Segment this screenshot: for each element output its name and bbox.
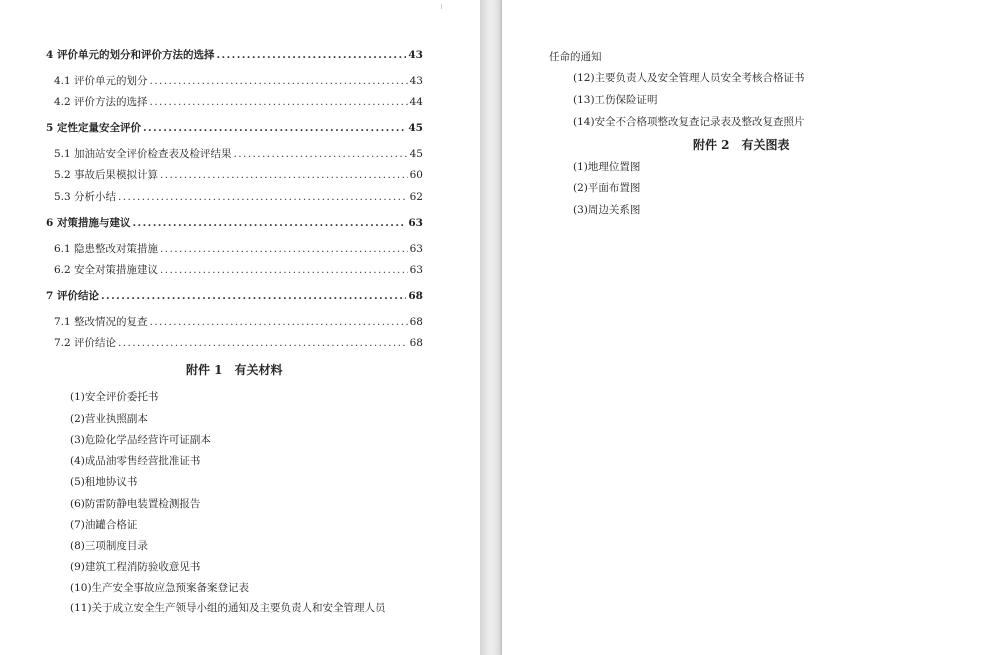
toc-page-number: 68: [409, 337, 423, 349]
appendix-1-item: (2)营业执照副本: [70, 413, 148, 425]
appendix-1-item: (14)安全不合格项整改复查记录表及整改复查照片: [573, 116, 805, 128]
toc-page-number: 63: [409, 243, 423, 255]
toc-entry-chapter-6[interactable]: [46, 216, 423, 230]
toc-label: 4.1 评价单元的划分: [54, 75, 148, 87]
toc-leader-dots: [118, 190, 408, 204]
appendix-2-item: (2)平面布置图: [573, 182, 641, 194]
toc-leader-dots: [150, 74, 408, 88]
toc-leader-dots: [143, 121, 406, 135]
toc-page-number: 45: [409, 148, 423, 160]
toc-label: 7.1 整改情况的复查: [54, 316, 148, 328]
toc-page-number: 68: [409, 316, 423, 328]
appendix-1-item: (11)关于成立安全生产领导小组的通知及主要负责人和安全管理人员: [70, 602, 386, 614]
toc-entry-7-1[interactable]: [54, 315, 423, 329]
toc-entry-4-1[interactable]: [54, 74, 423, 88]
toc-page-number: 63: [408, 217, 423, 229]
toc-leader-dots: [160, 242, 408, 256]
toc-label: 5.2 事故后果模拟计算: [54, 169, 159, 181]
appendix-1-item: (1)安全评价委托书: [70, 391, 159, 403]
toc-label: 6.2 安全对策措施建议: [54, 264, 159, 276]
appendix-2-heading: 附件 2 有关图表: [693, 138, 790, 152]
appendix-2-item: (3)周边关系图: [573, 204, 641, 216]
toc-page-number: 62: [409, 191, 423, 203]
appendix-2-item: (1)地理位置图: [573, 161, 641, 173]
toc-entry-7-2[interactable]: [54, 336, 423, 350]
appendix-1-item: (9)建筑工程消防验收意见书: [70, 561, 201, 573]
toc-label: 7 评价结论: [46, 290, 99, 302]
toc-label: 6.1 隐患整改对策措施: [54, 243, 159, 255]
appendix-1-item: (7)油罐合格证: [70, 519, 138, 531]
toc-leader-dots: [216, 48, 406, 62]
toc-label: 5 定性定量安全评价: [46, 122, 141, 134]
toc-entry-5-1[interactable]: [54, 147, 423, 161]
toc-page-number: 43: [408, 49, 423, 61]
toc-entry-chapter-7[interactable]: [46, 289, 423, 303]
toc-page-number: 63: [409, 264, 423, 276]
toc-leader-dots: [132, 216, 406, 230]
toc-label: 5.1 加油站安全评价检查表及检评结果: [54, 148, 232, 160]
toc-entry-6-2[interactable]: [54, 263, 423, 277]
toc-entry-4-2[interactable]: [54, 95, 423, 109]
appendix-1-item: (3)危险化学品经营许可证副本: [70, 434, 211, 446]
appendix-1-item: (6)防雷防静电装置检测报告: [70, 498, 201, 510]
toc-entry-5-3[interactable]: [54, 190, 423, 204]
toc-entry-5-2[interactable]: [54, 168, 423, 182]
toc-label: 4 评价单元的划分和评价方法的选择: [46, 49, 215, 61]
toc-leader-dots: [160, 168, 408, 182]
toc-page-number: 68: [408, 290, 423, 302]
appendix-1-item: (5)租地协议书: [70, 476, 138, 488]
toc-leader-dots: [118, 336, 408, 350]
toc-entry-chapter-5[interactable]: [46, 121, 423, 135]
toc-label: 5.3 分析小结: [54, 191, 117, 203]
toc-label: 6 对策措施与建议: [46, 217, 131, 229]
page-left: [0, 0, 480, 655]
toc-entry-6-1[interactable]: [54, 242, 423, 256]
page-marker: [441, 4, 442, 9]
toc-leader-dots: [101, 289, 406, 303]
appendix-1-item: (13)工伤保险证明: [573, 94, 658, 106]
toc-page-number: 45: [408, 122, 423, 134]
appendix-1-item: (12)主要负责人及安全管理人员安全考核合格证书: [573, 72, 805, 84]
appendix-1-heading: 附件 1 有关材料: [186, 363, 283, 377]
appendix-1-item: (8)三项制度目录: [70, 540, 148, 552]
page-right: [502, 0, 983, 655]
page-gutter: [480, 0, 502, 655]
toc-leader-dots: [150, 95, 408, 109]
toc-page-number: 60: [409, 169, 423, 181]
continuation-text: 任命的通知: [549, 51, 602, 63]
toc-label: 7.2 评价结论: [54, 337, 117, 349]
toc-entry-chapter-4[interactable]: [46, 48, 423, 62]
toc-label: 4.2 评价方法的选择: [54, 96, 148, 108]
toc-leader-dots: [160, 263, 408, 277]
appendix-1-item: (4)成品油零售经营批准证书: [70, 455, 201, 467]
toc-page-number: 44: [409, 96, 423, 108]
toc-page-number: 43: [409, 75, 423, 87]
appendix-1-item: (10)生产安全事故应急预案备案登记表: [70, 582, 250, 594]
toc-leader-dots: [150, 315, 408, 329]
toc-leader-dots: [234, 147, 408, 161]
